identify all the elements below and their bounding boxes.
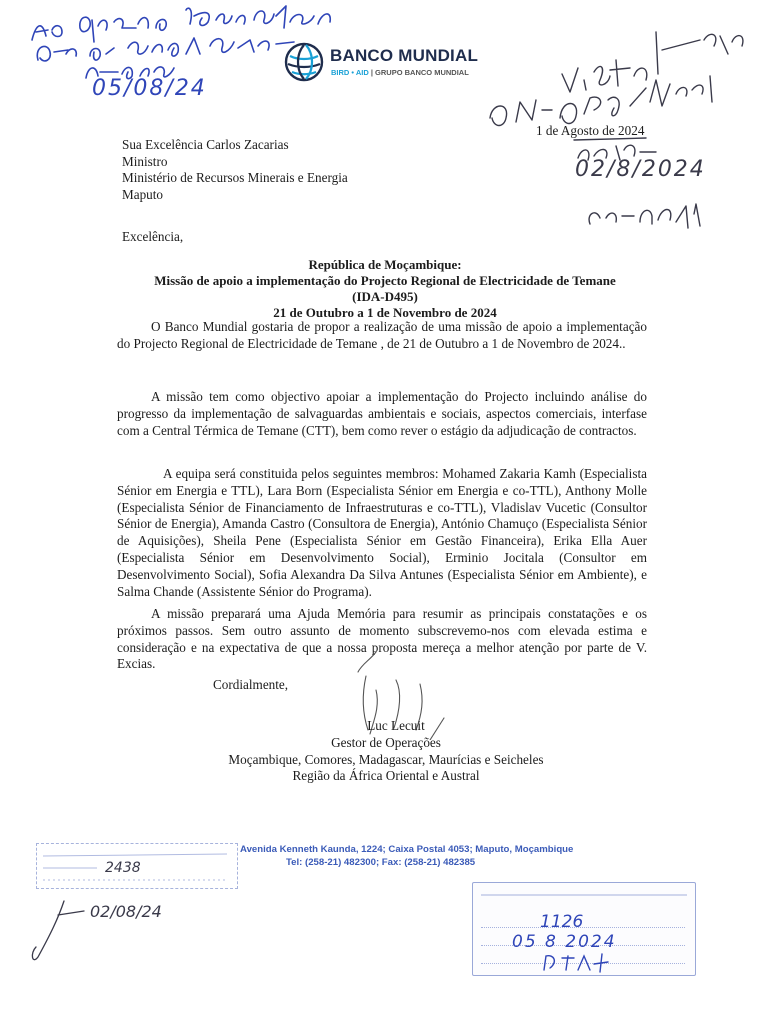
stamp-right-date: 05 8 2024 <box>512 932 617 952</box>
handwritten-date-right: 02/8/2024 <box>575 157 706 182</box>
footer-phone: Tel: (258-21) 482300; Fax: (258-21) 482385 <box>286 857 476 868</box>
paragraph-team: A equipa será constituida pelos seguintes membros: Mohamed Zakaria Kamh (Especialista Sénior em Energia e TTL), Lara Born (Especialista Sénior em Energia e co-TTL), Anthony Molle (Especialista Sénior de Financiamento de Infraestruturas e co-TTL), Vladislav Vucetic (Consultor Sénior de Energia), Amanda Castro (Consultora de Energia), António Chamuço (Especialista Sénior de Aquisições), Sheila Pene (Especialista Sénior em Gestão Financeira), Erika Ella Auer (Especialista Sénior em Desenvolvimento Social), Erminio Jocitala (Consultor em Desenvolvimento Social), Sofia Alexandra Da Silva Antunes (Especialista Sénior em Ambiente), e Salma Chande (Assistente Sénior do Programa). <box>117 466 647 599</box>
handwritten-date-left: 05/08/24 <box>92 76 207 101</box>
salutation: Excelência, <box>122 229 184 244</box>
logo-wordmark: BANCO MUNDIAL <box>330 46 479 65</box>
logo-tagline-group: | GRUPO BANCO MUNDIAL <box>368 68 469 77</box>
paragraph-proposal: O Banco Mundial gostaria de propor a realização de uma missão de apoio a implementação do Projecto Regional de Electricidade de Temane , de 21 de Outubro a 1 de Novembro de 2024.. <box>117 319 647 351</box>
stamp-right-header-graphic <box>473 883 695 903</box>
addressee-block <box>122 137 348 203</box>
signature-block <box>196 718 576 785</box>
footer-address: Avenida Kenneth Kaunda, 1224; Caixa Postal 4053; Maputo, Moçambique <box>240 844 574 855</box>
handwritten-visto-note <box>470 10 760 230</box>
handwritten-initial-left <box>28 895 88 965</box>
subject-project-code: (IDA-D495) <box>352 289 418 304</box>
addressee-title: Ministro <box>122 153 168 169</box>
signatory-region: Região da África Oriental e Austral <box>292 768 480 784</box>
signatory-name: Luc Lecuit <box>367 718 425 733</box>
stamp-right-entry-number: 1126 <box>540 912 584 932</box>
addressee-city: Maputo <box>122 186 164 202</box>
world-bank-globe-icon <box>284 42 324 82</box>
subject-mission: Missão de apoio a implementação do Projecto Regional de Electricidade de Temane <box>154 273 616 288</box>
stamp-right-signature <box>538 950 628 976</box>
subject-block <box>110 257 660 321</box>
paragraph-objective: A missão tem como objectivo apoiar a implementação do Projecto incluindo análise do progresso da implementação de salvaguardas ambientais e sociais, aspectos comerciais, interfase com a Central Térmica de Temane (CTT), bem como rever o estágio da adjudicação de contractos. <box>117 389 647 438</box>
signatory-title: Gestor de Operações <box>331 734 441 750</box>
subject-dates: 21 de Outubro a 1 de Novembro de 2024 <box>273 305 497 320</box>
letter-date: 1 de Agosto de 2024 <box>536 123 645 138</box>
paragraph-conclusion: A missão preparará uma Ajuda Memória para resumir as principais constatações e os próximos passos. Sem outro assunto de momento subscrevemo-nos com elevada estima e consideração e na expectativa de que a nossa proposta mereça a melhor atenção por parte de V. Excias. <box>117 606 647 672</box>
footer-contact <box>240 843 573 869</box>
subject-country: República de Moçambique: <box>308 257 462 272</box>
logo-tagline-ibrd: BIRD • AID <box>331 68 369 77</box>
addressee-name: Sua Excelência Carlos Zacarias <box>122 137 289 152</box>
signatory-region-countries: Moçambique, Comores, Madagascar, Maurícias e Seicheles <box>228 751 544 767</box>
closing: Cordialmente, <box>213 677 289 692</box>
stamp-left-date: 02/08/24 <box>90 902 162 921</box>
logo-tagline <box>331 68 469 77</box>
world-bank-logo <box>284 40 494 88</box>
stamp-left-entry-number: 2438 <box>105 860 141 876</box>
addressee-ministry: Ministério de Recursos Minerais e Energia <box>122 170 348 186</box>
